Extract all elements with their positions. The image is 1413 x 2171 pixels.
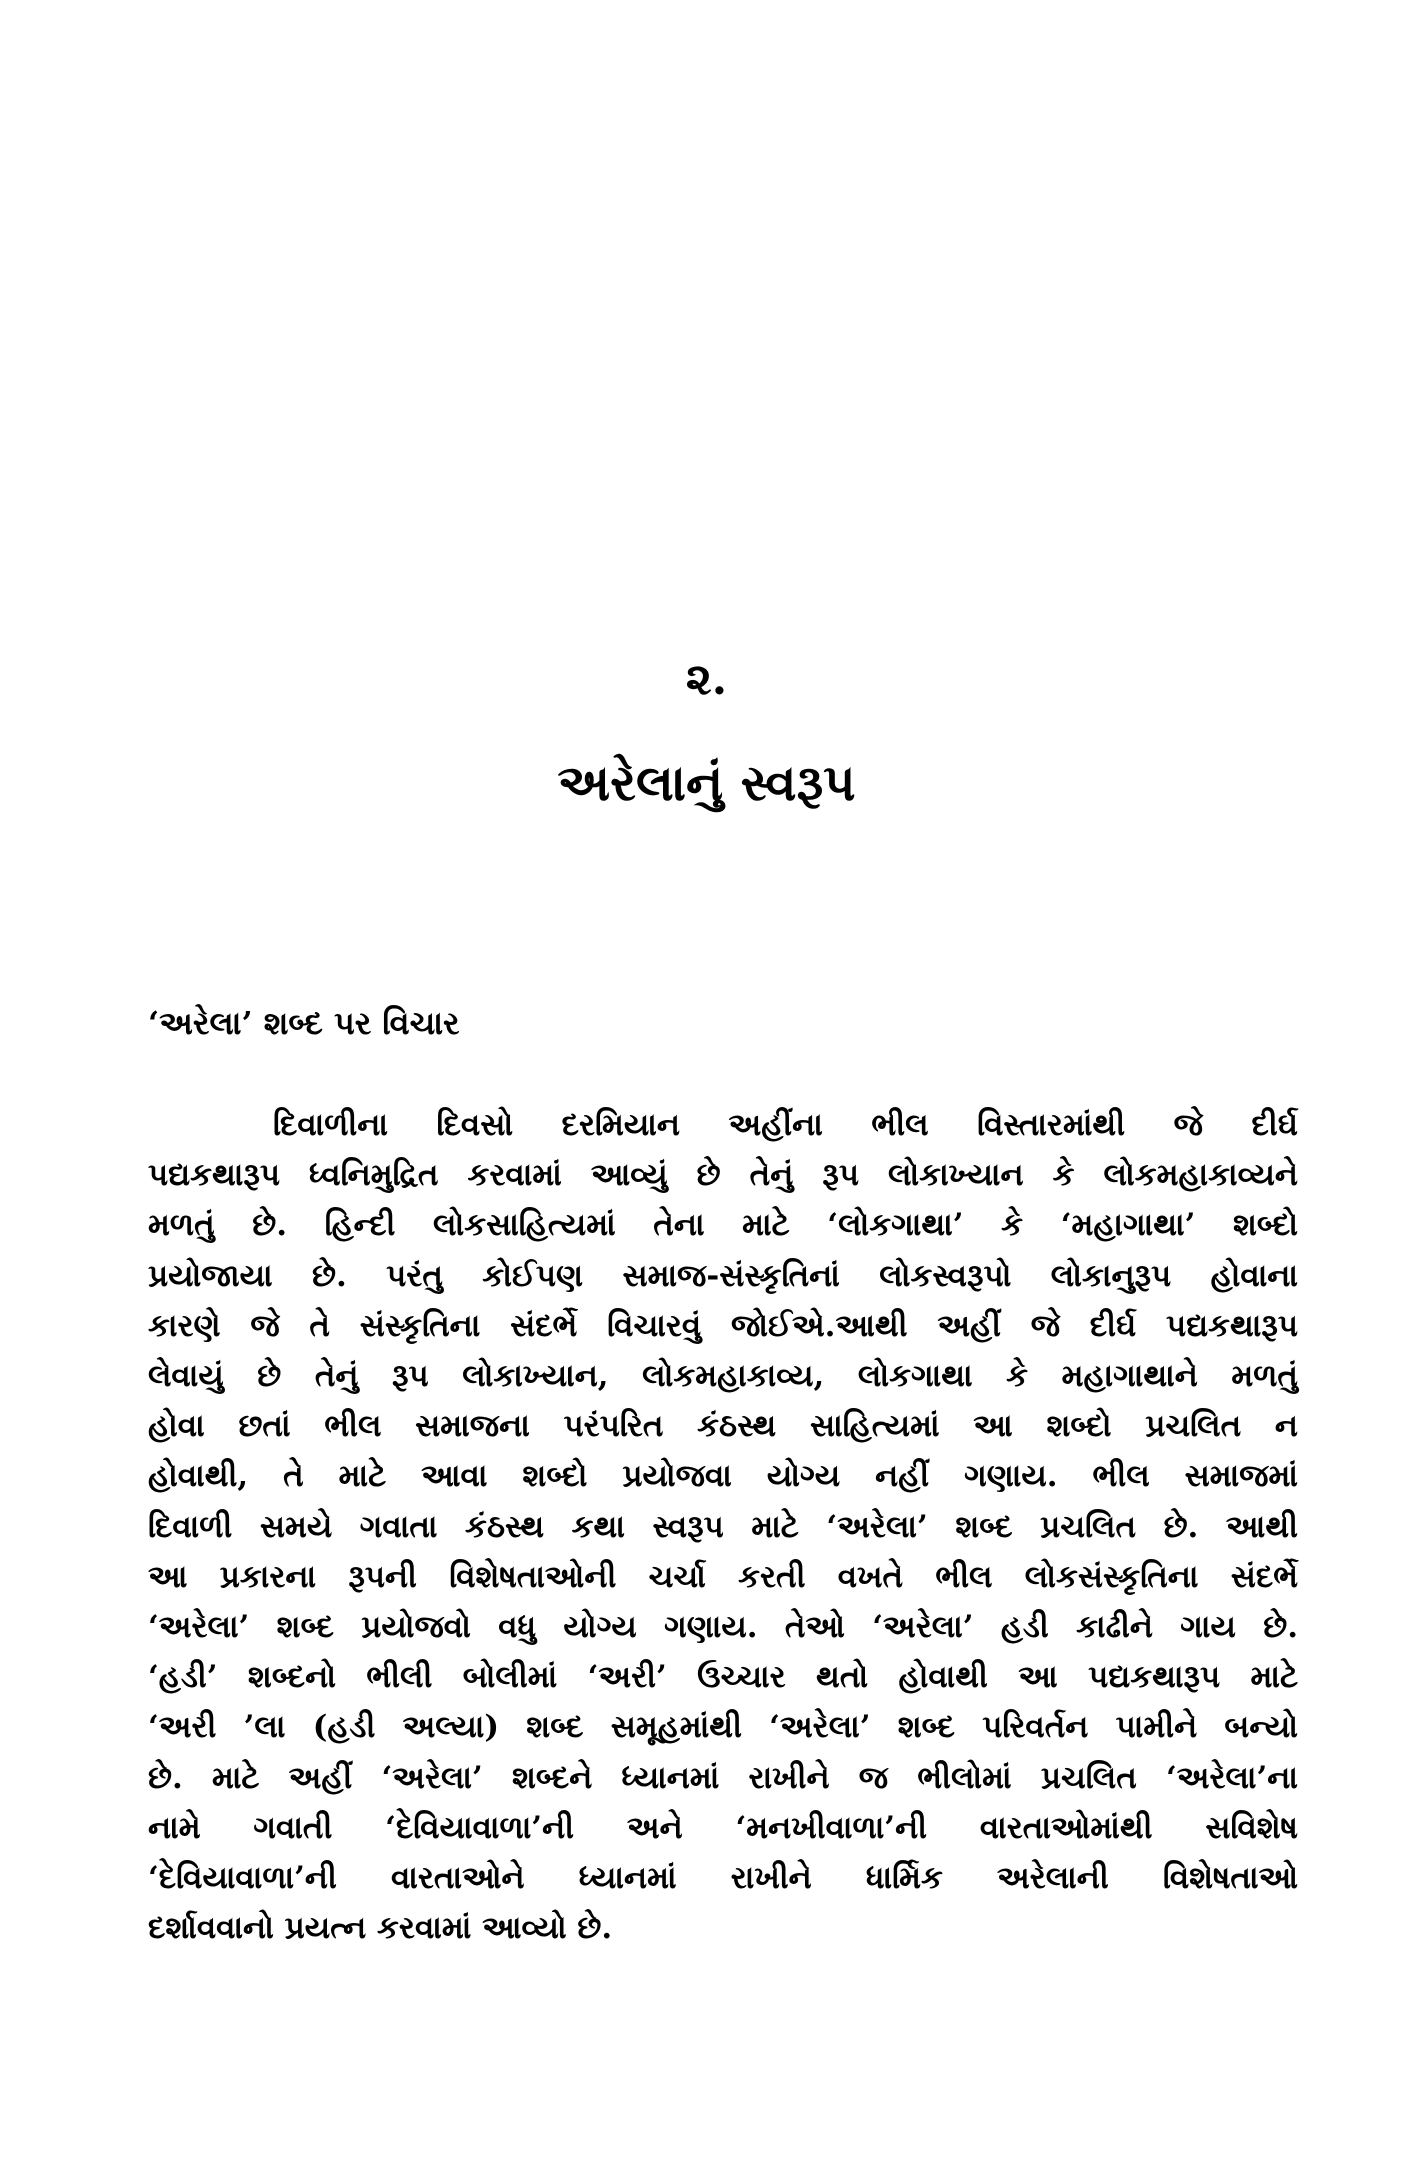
paragraph-line: મળતું છે. હિન્દી લોકસાહિત્યમાં તેના માટે ‘લોકગાથા’ કે ‘મહાગાથા’ શબ્દો bbox=[148, 1207, 1298, 1244]
paragraph-line: દિવાળી સમયે ગવાતા કંઠસ્થ કથા સ્વરૂપ માટે ‘અરેલા’ શબ્દ પ્રચલિત છે. આથી bbox=[148, 1508, 1298, 1545]
paragraph-line: હોવાથી, તે માટે આવા શબ્દો પ્રયોજવા યોગ્ય નહીં ગણાય. ભીલ સમાજમાં bbox=[148, 1458, 1298, 1495]
paragraph-line: કારણે જે તે સંસ્કૃતિના સંદર્ભે વિચારવું જોઈએ.આથી અહીં જે દીર્ઘ પદ્યકથારૂપ bbox=[148, 1307, 1298, 1344]
paragraph-line: ‘દેવિયાવાળા’ની વારતાઓને ધ્યાનમાં રાખીને ધાર્મિક અરેલાની વિશેષતાઓ bbox=[148, 1860, 1298, 1897]
paragraph-line: દર્શાવવાનો પ્રયત્ન કરવામાં આવ્યો છે. bbox=[148, 1910, 613, 1947]
paragraph-line: આ પ્રકારના રૂપની વિશેષતાઓની ચર્ચા કરતી વખતે ભીલ લોકસંસ્કૃતિના સંદર્ભે bbox=[148, 1558, 1298, 1595]
paragraph-line: ‘અરેલા’ શબ્દ પ્રયોજવો વધુ યોગ્ય ગણાય. તેઓ ‘અરેલા’ હડી કાઢીને ગાય છે. bbox=[148, 1609, 1298, 1646]
paragraph-line: છે. માટે અહીં ‘અરેલા’ શબ્દને ધ્યાનમાં રાખીને જ ભીલોમાં પ્રચલિત ‘અરેલા’ના bbox=[148, 1759, 1298, 1796]
paragraph-line: હોવા છતાં ભીલ સમાજના પરંપરિત કંઠસ્થ સાહિત્યમાં આ શબ્દો પ્રચલિત ન bbox=[148, 1408, 1298, 1445]
body-paragraph bbox=[148, 1100, 1298, 1953]
paragraph-line: લેવાયું છે તેનું રૂપ લોકાખ્યાન, લોકમહાકાવ્ય, લોકગાથા કે મહાગાથાને મળતું bbox=[148, 1358, 1298, 1395]
paragraph-line: ‘હડી’ શબ્દનો ભીલી બોલીમાં ‘અરી’ ઉચ્ચાર થતો હોવાથી આ પદ્યકથારૂપ માટે bbox=[148, 1659, 1298, 1696]
paragraph-line: ‘અરી ’લા (હડી અલ્યા) શબ્દ સમૂહમાંથી ‘અરેલા’ શબ્દ પરિવર્તન પામીને બન્યો bbox=[148, 1709, 1298, 1746]
chapter-title: અરેલાનું સ્વરૂપ bbox=[557, 753, 856, 812]
paragraph-line: પ્રયોજાયા છે. પરંતુ કોઈપણ સમાજ-સંસ્કૃતિનાં લોકસ્વરૂપો લોકાનુરૂપ હોવાના bbox=[148, 1257, 1298, 1294]
chapter-number: ૨. bbox=[685, 654, 728, 705]
section-heading: ‘અરેલા’ શબ્દ પર વિચાર bbox=[148, 1004, 460, 1042]
paragraph-line: નામે ગવાતી ‘દેવિયાવાળા’ની અને ‘મનખીવાળા’ની વારતાઓમાંથી સવિશેષ bbox=[148, 1809, 1298, 1846]
paragraph-line: પદ્યકથારૂપ ધ્વનિમુદ્રિત કરવામાં આવ્યું છે તેનું રૂપ લોકાખ્યાન કે લોકમહાકાવ્યને bbox=[148, 1157, 1298, 1194]
paragraph-line: દિવાળીના દિવસો દરમિયાન અહીંના ભીલ વિસ્તારમાંથી જે દીર્ઘ bbox=[273, 1107, 1298, 1143]
